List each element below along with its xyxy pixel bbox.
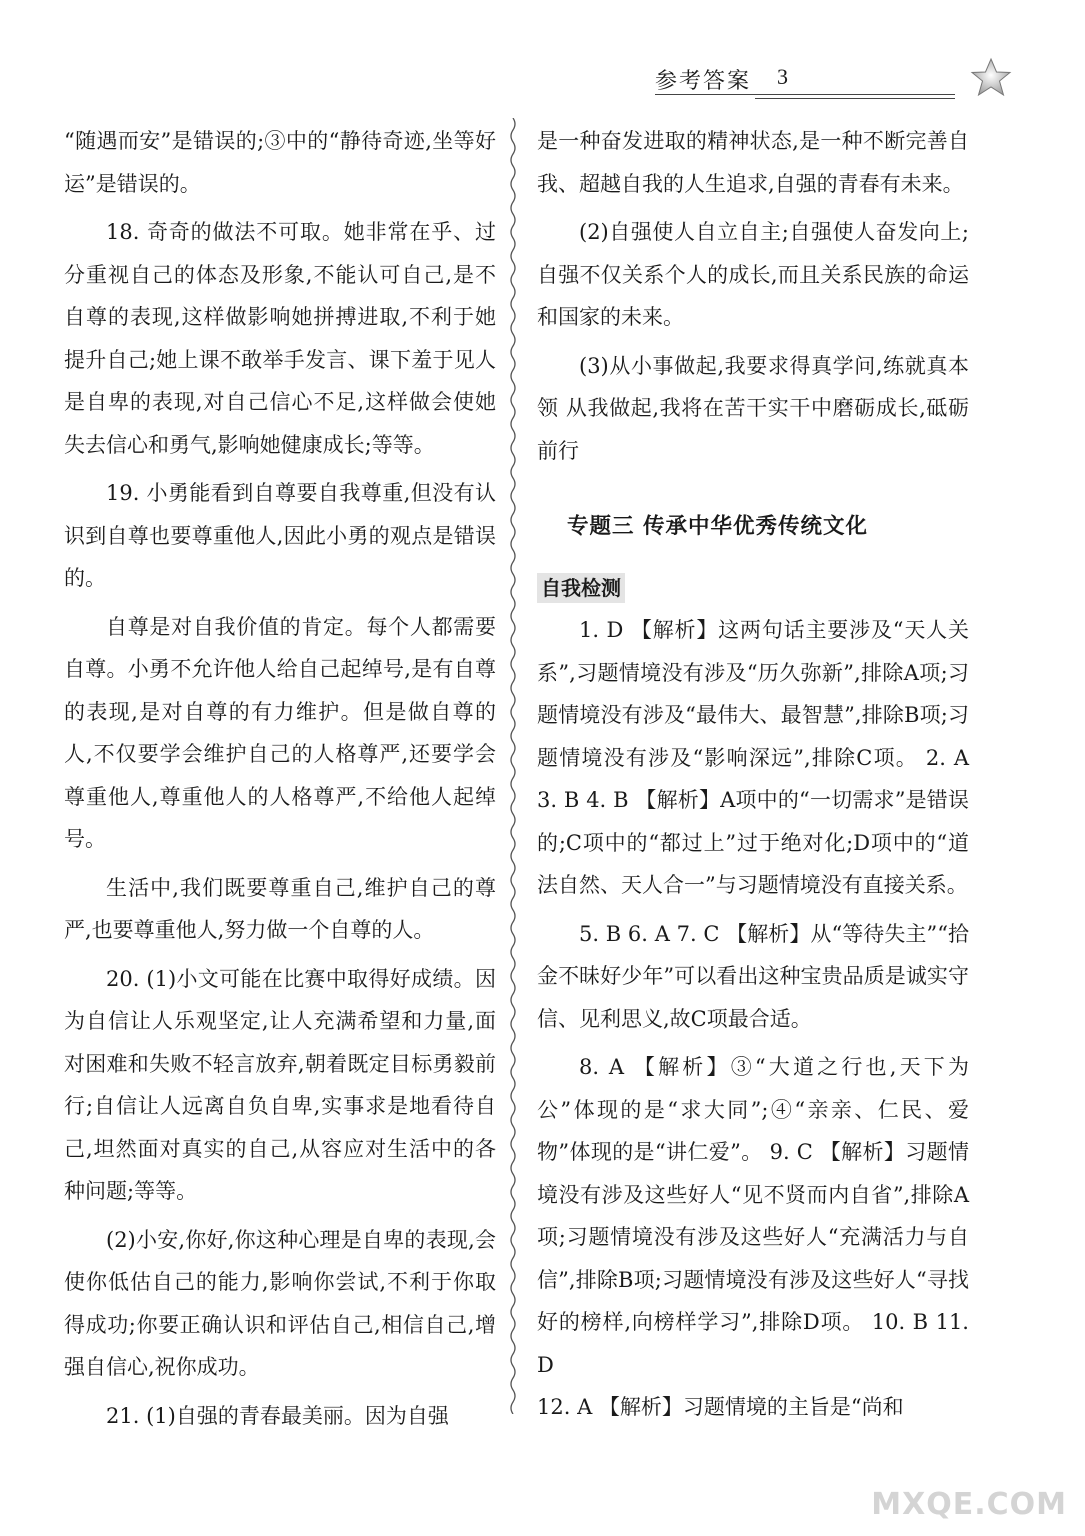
column-divider [506, 118, 520, 1414]
paragraph: 生活中,我们既要尊重自己,维护自己的尊严,也要尊重他人,努力做一个自尊的人。 [64, 875, 496, 942]
header-rule-secondary [755, 98, 955, 99]
answers-5-7: 5. B 6. A 7. C 【解析】从“等待失主”“拾金不昧好少年”可以看出这种宝贵品质是诚实守信、见利思义,故C项最合适。 [537, 921, 969, 1031]
answer-21-3: (3)从小事做起,我要求得真学问,练就真本领 从我做起,我将在苦干实干中磨砺成长,砥砺前行 [537, 353, 969, 463]
watermark [871, 1432, 1067, 1522]
answer-20-2: (2)小安,你好,你这种心理是自卑的表现,会使你低估自己的能力,影响你尝试,不利于你取得成功;你要正确认识和评估自己,相信自己,增强自信心,祝你成功。 [64, 1227, 496, 1379]
paragraph: “随遇而安”是错误的;③中的“静待奇迹,坐等好运”是错误的。 [64, 129, 496, 196]
answer-20-1: 20. (1)小文可能在比赛中取得好成绩。因为自信让人乐观坚定,让人充满希望和力量,面对困难和失败不轻言放弃,朝着既定目标勇毅前行;自信让人远离自负自卑,实事求是地看待自己,坦然面对真实的自己,从容应对生活中的各种问题;等等。 [64, 966, 496, 1203]
paragraph: 是一种奋发进取的精神状态,是一种不断完善自我、超越自我的人生追求,自强的青春有未来。 [537, 129, 969, 196]
answer-21-2: (2)自强使人自立自主;自强使人奋发向上;自强不仅关系个人的成长,而且关系民族的命运和国家的未来。 [537, 220, 969, 329]
left-column [64, 120, 496, 1437]
answers-1-4: 1. D 【解析】这两句话主要涉及“天人关系”,习题情境没有涉及“历久弥新”,排除A项;习题情境没有涉及“最伟大、最智慧”,排除B项;习题情境没有涉及“影响深远”,排除C项。 2. A 3. B 4. B 【解析】A项中的“一切需求”是错误的;C项中的“都过上”过于绝对化;D项中的“道法自然、天人合一”与习题情境没有直接关系。 [537, 618, 969, 897]
star-icon [969, 56, 1013, 100]
header-title: 参考答案 [655, 69, 752, 94]
subheading: 自我检测 [537, 573, 625, 603]
answers-8-11: 8. A 【解析】③“大道之行也,天下为公”体现的是“求大同”;④“亲亲、仁民、爱物”体现的是“讲仁爱”。 9. C 【解析】习题情境没有涉及这些好人“见不贤而内自省”,排除A项;习题情境没有涉及这些好人“充满活力与自信”,排除B项;习题情境没有涉及这些好人“寻找好的榜样,向榜样学习”,排除D项。 10. B 11. D [537, 1055, 969, 1377]
answer-18: 18. 奇奇的做法不可取。她非常在乎、过分重视自己的体态及形象,不能认可自己,是不自尊的表现,这样做影响她拼搏进取,不利于她提升自己;她上课不敢举手发言、课下羞于见人是自卑的表现,对自己信心不足,这样做会使她失去信心和勇气,影响她健康成长;等等。 [64, 220, 496, 457]
answer-21-1: 21. (1)自强的青春最美丽。因为自强 [106, 1403, 449, 1428]
page-number: 3 [777, 64, 788, 89]
answer-19: 19. 小勇能看到自尊要自我尊重,但没有认识到自尊也要尊重他人,因此小勇的观点是错误的。 [64, 481, 496, 590]
section-title: 专题三 传承中华优秀传统文化 [567, 514, 868, 539]
header-rule [655, 94, 955, 95]
right-column [537, 120, 969, 1429]
paragraph: 自尊是对自我价值的肯定。每个人都需要自尊。小勇不允许他人给自己起绰号,是有自尊的表现,是对自尊的有力维护。但是做自尊的人,不仅要学会维护自己的人格尊严,还要学会尊重他人,尊重他人的人格尊严,不给他人起绰号。 [64, 614, 496, 851]
answer-12: 12. A 【解析】习题情境的主旨是“尚和 [537, 1395, 904, 1419]
page-header [655, 58, 1015, 98]
watermark-text: MXQE.COM [871, 1487, 1067, 1522]
